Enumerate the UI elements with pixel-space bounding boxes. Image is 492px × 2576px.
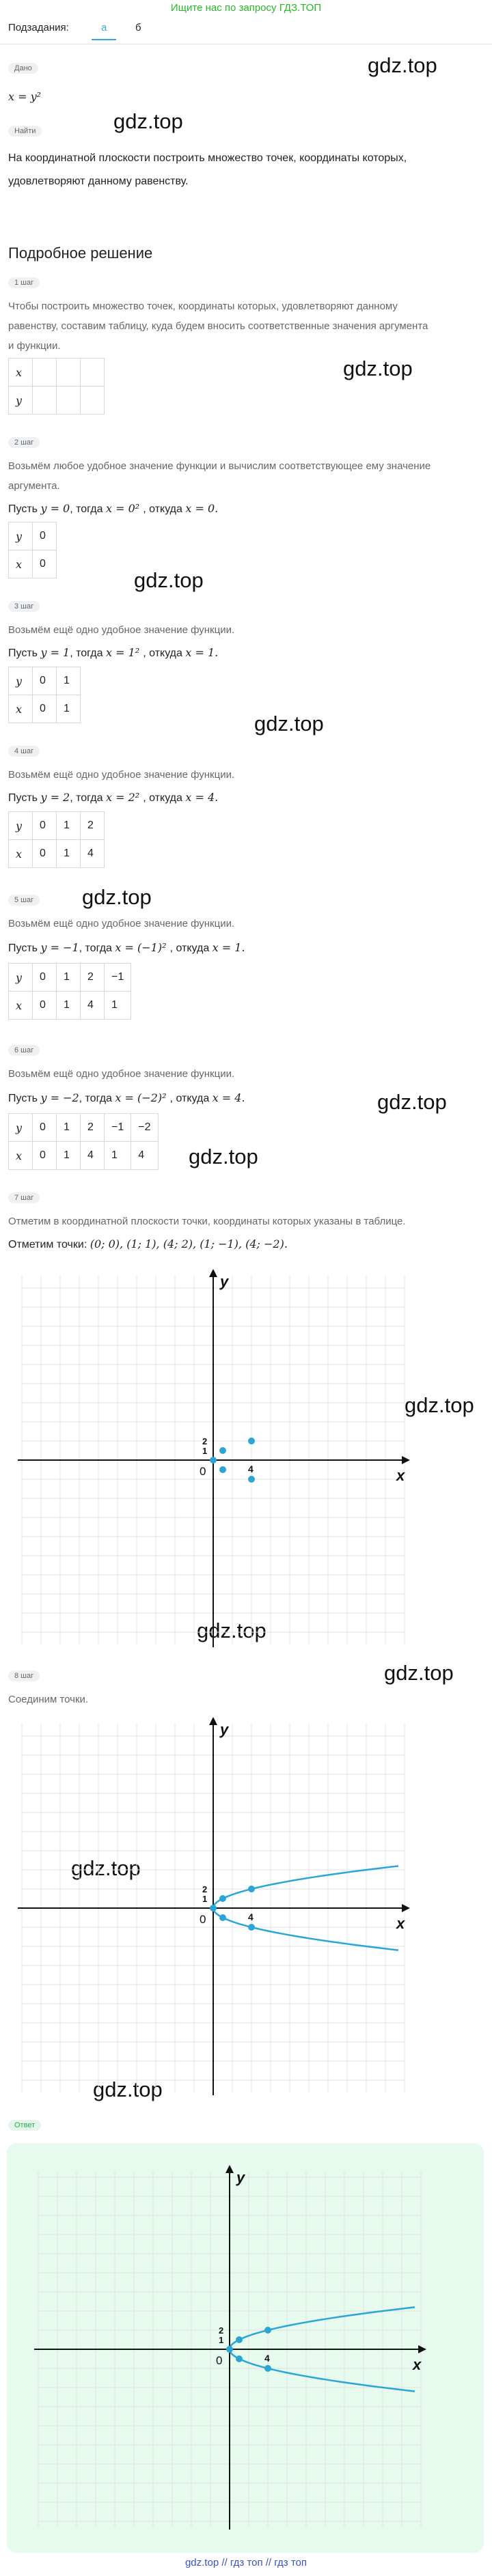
- search-banner[interactable]: Ищите нас по запросу ГДЗ.ТОП: [170, 2, 322, 14]
- step-5-formula: Пусть y = −1, тогда x = (−1)² , откуда x = 1.: [8, 941, 245, 954]
- value-table-5: [8, 963, 131, 1020]
- row-label-y: y: [9, 667, 33, 695]
- watermark: gdz.top: [368, 53, 437, 77]
- step-8-desc: Соединим точки.: [8, 1694, 89, 1705]
- data-point: [210, 1905, 217, 1912]
- step-7-desc: Отметим в координатной плоскости точки, координаты которых указаны в таблице.: [8, 1216, 406, 1227]
- find-text-1: На координатной плоскости построить множество точек, координаты которых,: [8, 152, 407, 164]
- x-tick-label: 4: [248, 1464, 254, 1474]
- origin-label: 0: [216, 2354, 223, 2367]
- data-point: [219, 1914, 226, 1921]
- row-label-x: x: [9, 840, 33, 868]
- value-table-2: [8, 522, 57, 578]
- table-cell: 0: [33, 667, 57, 695]
- watermark: gdz.top: [71, 1856, 141, 1880]
- y-tick-label: 2: [202, 1436, 208, 1446]
- y-tick-label: 2: [219, 2325, 224, 2336]
- y-axis-arrow: [226, 2165, 234, 2173]
- watermark: gdz.top: [93, 2077, 163, 2101]
- step-1-label: 1 шаг: [8, 277, 40, 288]
- step-1-desc: равенству, составим таблицу, куда будем вносить соответственные значения аргумента: [8, 320, 428, 332]
- data-point: [264, 2365, 271, 2372]
- table-cell: 2: [81, 1114, 105, 1142]
- table-cell: 2: [81, 964, 105, 992]
- data-point: [248, 1438, 255, 1444]
- data-point: [248, 1886, 255, 1892]
- row-label-y: y: [9, 964, 33, 992]
- find-text-2: удовлетворяют данному равенству.: [8, 176, 189, 187]
- table-cell: 4: [131, 1142, 158, 1170]
- step-5-desc: Возьмём ещё одно удобное значение функции.: [8, 918, 235, 929]
- data-point: [248, 1476, 255, 1483]
- step-2-desc: аргумента.: [8, 480, 60, 492]
- step-1-desc: и функции.: [8, 340, 61, 352]
- footer-links[interactable]: gdz.top // гдз топ // гдз топ: [184, 2557, 308, 2568]
- table-cell: 0: [33, 964, 57, 992]
- watermark: gdz.top: [384, 1661, 454, 1685]
- table-cell: 0: [33, 840, 57, 868]
- table-cell: 0: [33, 550, 57, 578]
- subtasks-label: Подзадания:: [8, 22, 69, 33]
- x-axis-label: x: [413, 2356, 422, 2373]
- value-table-4: [8, 811, 105, 868]
- table-cell: 1: [57, 964, 81, 992]
- data-point: [219, 1466, 226, 1473]
- table-cell: 1: [57, 667, 81, 695]
- parabola-lower-branch: [213, 1908, 398, 1950]
- table-cell: 1: [57, 840, 81, 868]
- table-cell: 1: [105, 992, 131, 1020]
- y-axis-arrow: [209, 1269, 217, 1277]
- step-2-label: 2 шаг: [8, 437, 40, 448]
- y-tick-label: 2: [202, 1884, 208, 1894]
- row-label-y: y: [9, 812, 33, 840]
- watermark: gdz.top: [189, 1145, 258, 1168]
- parabola-upper-branch: [230, 2307, 415, 2349]
- row-label-x: x: [9, 695, 33, 723]
- graph-answer: [25, 2158, 435, 2540]
- table-cell: 0: [33, 1114, 57, 1142]
- step-6-formula: Пусть y = −2, тогда x = (−2)² , откуда x = 4.: [8, 1091, 245, 1104]
- x-tick-label: 4: [264, 2353, 270, 2364]
- value-table-1: [8, 358, 105, 415]
- x-axis-label: x: [396, 1467, 405, 1484]
- step-7-points: Отметим точки: (0; 0), (1; 1), (4; 2), (1; −1), (4; −2).: [8, 1237, 288, 1250]
- y-axis-label: y: [236, 2169, 245, 2186]
- data-point: [210, 1457, 217, 1464]
- data-point: [219, 1895, 226, 1902]
- graph-points: [8, 1262, 418, 1658]
- table-cell: 1: [57, 695, 81, 723]
- table-cell: 4: [81, 1142, 105, 1170]
- tab-a[interactable]: а: [92, 22, 116, 40]
- given-label: Дано: [8, 63, 38, 74]
- row-label-y: y: [9, 522, 33, 550]
- row-label-x: x: [9, 359, 33, 387]
- y-tick-label: 1: [219, 2335, 224, 2345]
- parabola-lower-branch: [230, 2349, 415, 2392]
- table-cell: 0: [33, 695, 57, 723]
- data-point: [219, 1447, 226, 1454]
- watermark: gdz.top: [82, 885, 152, 909]
- watermark: gdz.top: [405, 1393, 474, 1417]
- data-point: [248, 1924, 255, 1931]
- watermark: gdz.top: [134, 568, 204, 592]
- row-label-x: x: [9, 1142, 33, 1170]
- y-axis-arrow: [209, 1717, 217, 1725]
- answer-label: Ответ: [8, 2120, 41, 2131]
- x-axis-arrow: [402, 1904, 410, 1912]
- table-cell: 4: [81, 992, 105, 1020]
- table-cell: 0: [33, 522, 57, 550]
- y-axis-label: y: [220, 1721, 229, 1738]
- step-3-formula: Пусть y = 1, тогда x = 1² , откуда x = 1.: [8, 646, 219, 659]
- step-3-desc: Возьмём ещё одно удобное значение функции.: [8, 624, 235, 636]
- table-cell: 1: [57, 1142, 81, 1170]
- watermark: gdz.top: [254, 712, 324, 736]
- step-5-label: 5 шаг: [8, 895, 40, 906]
- row-label-y: y: [9, 1114, 33, 1142]
- table-cell: 1: [57, 1114, 81, 1142]
- watermark: gdz.top: [343, 356, 413, 380]
- table-cell: −1: [105, 964, 131, 992]
- table-cell: 1: [105, 1142, 131, 1170]
- data-point: [226, 2346, 233, 2353]
- data-point: [236, 2355, 243, 2362]
- y-tick-label: 1: [202, 1446, 208, 1456]
- watermark: gdz.top: [377, 1090, 447, 1114]
- step-7-label: 7 шаг: [8, 1192, 40, 1203]
- row-label-x: x: [9, 550, 33, 578]
- y-axis-label: y: [220, 1273, 229, 1290]
- value-table-3: [8, 667, 81, 723]
- table-cell: 1: [57, 812, 81, 840]
- table-cell: 4: [81, 840, 105, 868]
- value-table-6: [8, 1113, 159, 1170]
- step-2-desc: Возьмём любое удобное значение функции и вычислим соответствующее ему значение: [8, 460, 431, 472]
- data-point: [264, 2327, 271, 2334]
- step-4-desc: Возьмём ещё одно удобное значение функции.: [8, 769, 235, 781]
- row-label-y: y: [9, 387, 33, 415]
- tab-b[interactable]: б: [135, 22, 141, 33]
- origin-label: 0: [200, 1465, 206, 1478]
- solution-title: Подробное решение: [8, 244, 153, 262]
- x-axis-arrow: [402, 1456, 410, 1464]
- y-tick-label: 1: [202, 1894, 208, 1904]
- table-cell: 0: [33, 812, 57, 840]
- step-4-label: 4 шаг: [8, 746, 40, 757]
- step-8-label: 8 шаг: [8, 1670, 40, 1681]
- parabola-upper-branch: [213, 1866, 398, 1908]
- table-cell: −2: [131, 1114, 158, 1142]
- table-cell: 0: [33, 1142, 57, 1170]
- table-cell: 1: [57, 992, 81, 1020]
- step-6-desc: Возьмём ещё одно удобное значение функции.: [8, 1068, 235, 1080]
- watermark: gdz.top: [113, 109, 183, 133]
- given-formula: x = y²: [8, 90, 42, 103]
- step-4-formula: Пусть y = 2, тогда x = 2² , откуда x = 4.: [8, 791, 219, 804]
- find-label: Найти: [8, 126, 42, 137]
- watermark: gdz.top: [197, 1619, 266, 1642]
- table-cell: −1: [105, 1114, 131, 1142]
- row-label-x: x: [9, 992, 33, 1020]
- x-tick-label: 4: [248, 1912, 254, 1922]
- step-3-label: 3 шаг: [8, 601, 40, 612]
- data-point: [236, 2336, 243, 2343]
- graph-curve: [8, 1710, 418, 2106]
- table-cell: 0: [33, 992, 57, 1020]
- x-axis-label: x: [396, 1915, 405, 1932]
- origin-label: 0: [200, 1913, 206, 1926]
- x-axis-arrow: [418, 2345, 426, 2353]
- step-1-desc: Чтобы построить множество точек, координаты которых, удовлетворяют данному: [8, 300, 398, 312]
- step-2-formula: Пусть y = 0, тогда x = 0² , откуда x = 0.: [8, 502, 219, 515]
- step-6-label: 6 шаг: [8, 1045, 40, 1056]
- table-cell: 2: [81, 812, 105, 840]
